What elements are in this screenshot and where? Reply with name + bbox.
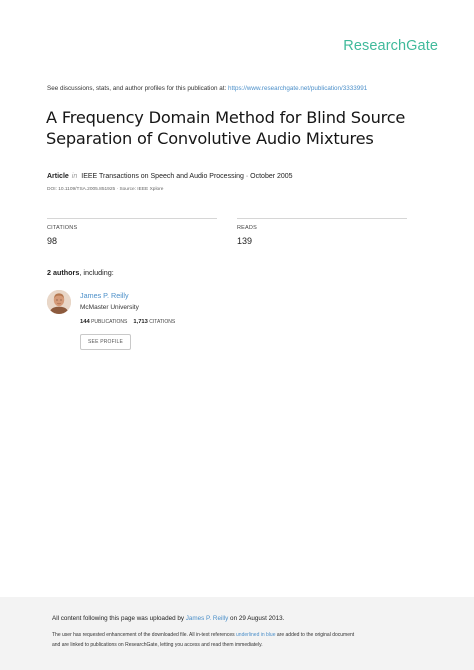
discussion-line xyxy=(47,85,367,92)
publication-meta xyxy=(47,173,293,180)
enhancement-pre: The user has requested enhancement of the downloaded file. All in-text references xyxy=(52,632,237,638)
author-publications-label: PUBLICATIONS xyxy=(91,319,128,325)
authors-suffix: , including: xyxy=(79,268,114,277)
author-stats xyxy=(80,319,175,325)
upload-notice-post: on 29 August 2013. xyxy=(228,615,285,622)
upload-notice xyxy=(52,615,284,622)
discussion-text: See discussions, stats, and author profiles for this publication at: xyxy=(47,85,228,92)
divider-citations xyxy=(47,218,217,219)
uploader-link[interactable]: James P. Reilly xyxy=(185,615,229,622)
enhancement-notice-continued: and are linked to publications on ResearchGate, letting you access and read them immediately. xyxy=(52,642,263,648)
author-citations-label: CITATIONS xyxy=(149,319,176,325)
publication-type: Article xyxy=(47,173,69,180)
citations-value: 98 xyxy=(47,236,58,246)
author-institution: McMaster University xyxy=(80,304,139,311)
reads-label: READS xyxy=(237,225,257,231)
meta-separator: · xyxy=(243,173,251,180)
meta-in: in xyxy=(71,173,78,180)
author-photo-icon xyxy=(47,290,71,314)
doi-line: DOI: 10.1109/TSA.2005.851925 · Source: IEEE Xplore xyxy=(47,187,164,192)
see-profile-button[interactable]: SEE PROFILE xyxy=(80,334,131,350)
reads-value: 139 xyxy=(237,236,253,246)
authors-heading xyxy=(47,268,114,277)
divider-reads xyxy=(237,218,407,219)
upload-notice-pre: All content following this page was uploaded by xyxy=(52,615,186,622)
enhancement-post: are added to the original document xyxy=(275,632,355,638)
citations-label: CITATIONS xyxy=(47,225,78,231)
author-avatar[interactable] xyxy=(47,290,71,314)
journal-name[interactable]: IEEE Transactions on Speech and Audio Processing xyxy=(81,173,244,180)
publication-date: October 2005 xyxy=(250,173,293,180)
author-publications-count: 144 xyxy=(80,319,90,325)
underlined-blue-link[interactable]: underlined in blue xyxy=(236,632,276,638)
paper-title: A Frequency Domain Method for Blind Source Separation of Convolutive Audio Mixtures xyxy=(46,108,406,148)
publication-link[interactable]: https://www.researchgate.net/publication/3333991 xyxy=(227,85,368,92)
author-name-link[interactable]: James P. Reilly xyxy=(80,291,129,300)
enhancement-notice xyxy=(52,632,354,638)
footer-panel xyxy=(0,597,474,670)
author-citations-count: 1,713 xyxy=(133,319,148,325)
researchgate-logo[interactable]: ResearchGate xyxy=(343,38,438,54)
authors-count: 2 authors xyxy=(47,268,80,277)
